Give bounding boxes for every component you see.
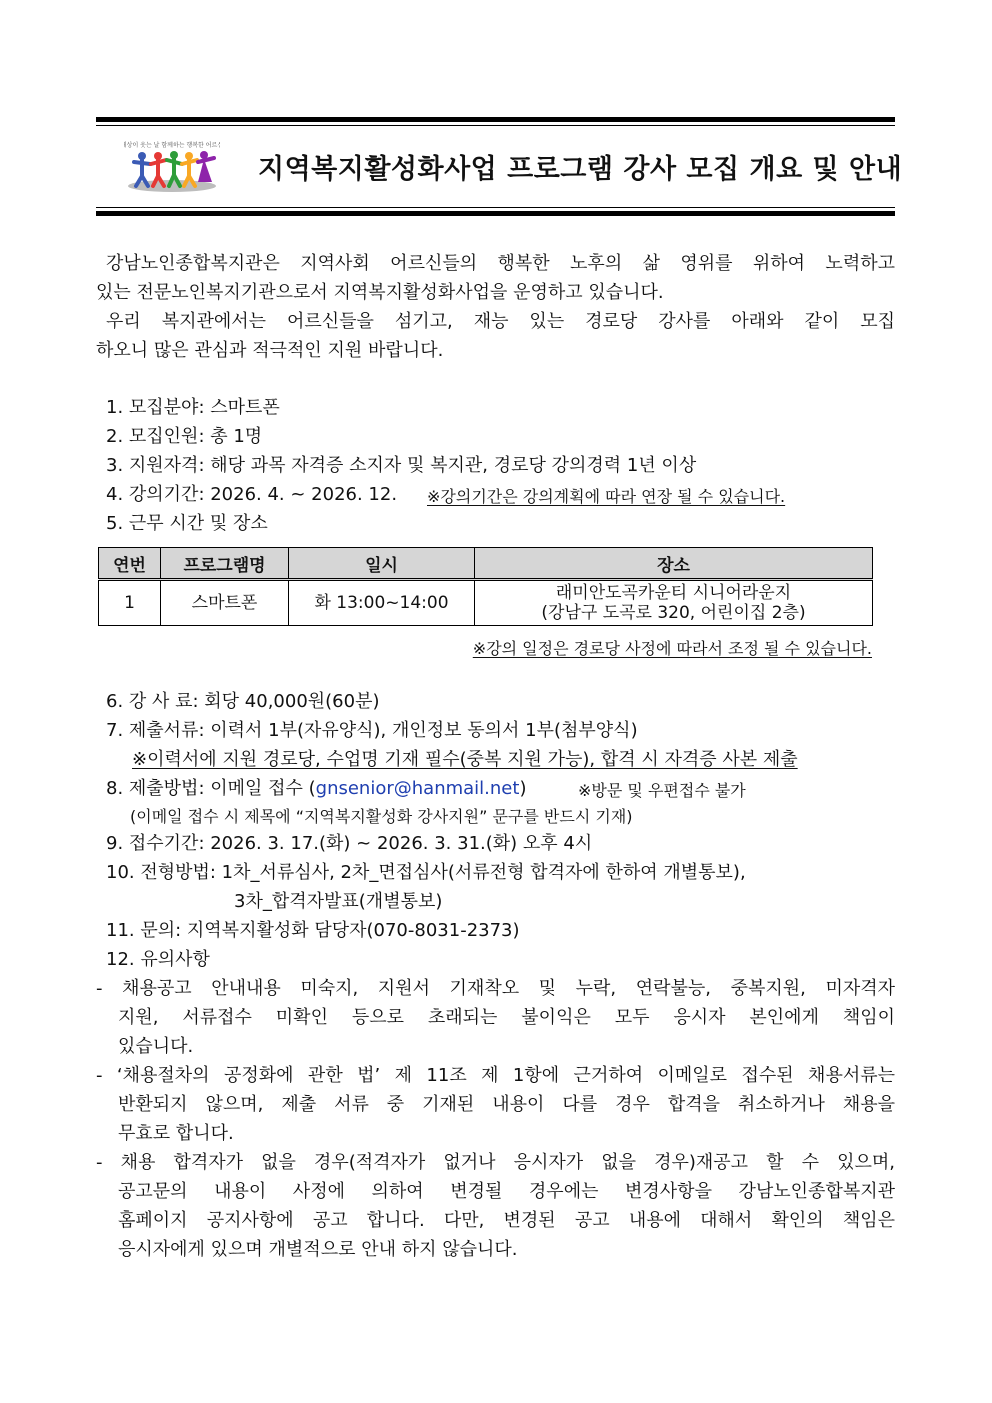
place-name: 래미안도곡카운티 시니어라운지 xyxy=(555,583,792,603)
note-3-line-1: - 채용 합격자가 없을 경우(적격자가 없거나 응시자가 없을 경우)재공고 할 수 있으며, xyxy=(96,1152,895,1173)
agency-logo xyxy=(124,138,220,194)
submission-method-close: ) xyxy=(519,778,527,799)
col-header-time: 일시 xyxy=(289,548,475,580)
note-1-line-3: 있습니다. xyxy=(118,1036,194,1057)
submission-method-label: 8. 제출방법: 이메일 접수 ( xyxy=(106,778,316,799)
item-documents: 7. 제출서류: 이력서 1부(자유양식), 개인정보 동의서 1부(첨부양식) xyxy=(106,720,638,741)
lecture-period-note: ※강의기간은 강의계획에 따라 연장 될 수 있습니다. xyxy=(427,487,786,506)
intro-line-2: 있는 전문노인복지기관으로서 지역복지활성화사업을 운영하고 있습니다. xyxy=(96,282,664,303)
intro-line-4: 하오니 많은 관심과 적극적인 지원 바랍니다. xyxy=(96,340,444,361)
col-header-program: 프로그램명 xyxy=(161,548,289,580)
note-2-line-1: - ‘채용절차의 공정화에 관한 법’ 제 11조 제 1항에 근거하여 이메일로 접수된 채용서류는 xyxy=(96,1065,895,1086)
header-top-rule-thick xyxy=(96,117,895,122)
note-1-line-2: 지원, 서류접수 미확인 등으로 초래되는 불이익은 모두 응시자 본인에게 책임이 xyxy=(118,1007,895,1028)
table-header-row xyxy=(99,548,873,580)
item-inquiry: 11. 문의: 지역복지활성화 담당자(070-8031-2373) xyxy=(106,920,520,941)
note-3-line-3: 홈페이지 공지사항에 공고 합니다. 다만, 변경된 공고 내용에 대해서 확인의 책임은 xyxy=(118,1210,895,1231)
header-top-rule-thin xyxy=(96,125,895,126)
item-work-time-place: 5. 근무 시간 및 장소 xyxy=(106,513,268,534)
email-link[interactable]: gnsenior@hanmail.net xyxy=(315,778,520,799)
note-2-line-2: 반환되지 않으며, 제출 서류 중 기재된 내용이 다를 경우 합격을 취소하거나 채용을 xyxy=(118,1094,895,1115)
item-qualification: 3. 지원자격: 해당 과목 자격증 소지자 및 복지관, 경로당 강의경력 1년 이상 xyxy=(106,455,697,476)
note-1-line-1: - 채용공고 안내내용 미숙지, 지원서 기재착오 및 누락, 연락불능, 중복지원, 미자격자 xyxy=(96,978,895,999)
item-application-period: 9. 접수기간: 2026. 3. 17.(화) ~ 2026. 3. 31.(화) 오후 4시 xyxy=(106,833,593,854)
item-selection-method: 10. 전형방법: 1차_서류심사, 2차_면접심사(서류전형 합격자에 한하여 개별통보), xyxy=(106,862,746,883)
logo-slogan: 세상이 웃는 날 함께하는 행복한 어르신 xyxy=(124,142,220,149)
table-row xyxy=(99,580,873,626)
intro-line-3: 우리 복지관에서는 어르신들을 섬기고, 재능 있는 경로당 강사를 아래와 같이 모집 xyxy=(106,311,895,332)
documents-note: ※이력서에 지원 경로당, 수업명 기재 필수(중복 지원 가능), 합격 시 자격증 사본 제출 xyxy=(132,749,798,770)
item-precautions: 12. 유의사항 xyxy=(106,949,210,970)
note-3-line-4: 응시자에게 있으며 개별적으로 안내 하지 않습니다. xyxy=(118,1239,518,1260)
header-bottom-rule-thin xyxy=(96,207,895,208)
page-title: 지역복지활성화사업 프로그램 강사 모집 개요 및 안내 xyxy=(258,154,903,185)
selection-method-sub: 3차_합격자발표(개별통보) xyxy=(234,891,443,912)
item-recruit-count: 2. 모집인원: 총 1명 xyxy=(106,426,263,447)
item-lecture-period: 4. 강의기간: 2026. 4. ~ 2026. 12. xyxy=(106,484,398,505)
submission-method-sub: (이메일 접수 시 제목에 “지역복지활성화 강사지원” 문구를 반드시 기재) xyxy=(130,807,633,826)
item-submission-method xyxy=(106,777,526,801)
submission-method-note: ※방문 및 우편접수 불가 xyxy=(578,781,746,800)
item-recruit-field: 1. 모집분야: 스마트폰 xyxy=(106,397,280,418)
cell-time: 화 13:00~14:00 xyxy=(289,580,475,626)
note-3-line-2: 공고문의 내용이 사정에 의하여 변경될 경우에는 변경사항을 강남노인종합복지관 xyxy=(118,1181,895,1202)
cell-place xyxy=(475,580,873,626)
cell-program: 스마트폰 xyxy=(161,580,289,626)
schedule-note: ※강의 일정은 경로당 사정에 따라서 조정 될 수 있습니다. xyxy=(472,639,872,658)
cell-no: 1 xyxy=(99,580,161,626)
header-bottom-rule-thick xyxy=(96,211,895,216)
note-2-line-3: 무효로 합니다. xyxy=(118,1123,234,1144)
col-header-no: 연번 xyxy=(99,548,161,580)
item-lecture-fee: 6. 강 사 료: 회당 40,000원(60분) xyxy=(106,691,380,712)
schedule-table xyxy=(98,547,873,626)
intro-line-1: 강남노인종합복지관은 지역사회 어르신들의 행복한 노후의 삶 영위를 위하여 노력하고 xyxy=(106,253,895,274)
place-address: (강남구 도곡로 320, 어린이집 2층) xyxy=(541,603,806,623)
col-header-place: 장소 xyxy=(475,548,873,580)
